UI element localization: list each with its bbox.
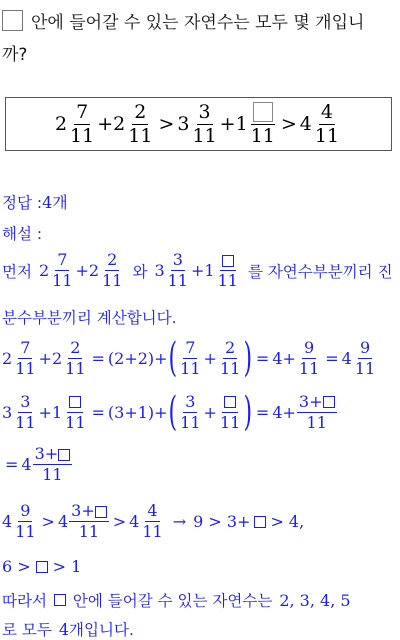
equation-2: 3 $\frac{3}{11}$ + 1 11 = (3+1) + ( $\frac{3}{11}$ + 11 ) = 4 + $\frac{3+}{11}$: [2, 392, 338, 432]
question-line-2: 까?: [2, 45, 28, 65]
blank-box-icon: [323, 396, 335, 408]
blank-box-icon: [36, 561, 48, 573]
explanation-label: 해설 :: [2, 225, 43, 243]
conclusion-line-1: 따라서 안에 들어갈 수 있는 자연수는 2, 3, 4, 5: [2, 590, 351, 610]
blank-box-icon: [58, 449, 70, 461]
question-line-1: 안에 들어갈 수 있는 자연수는 모두 몇 개입니: [2, 8, 364, 33]
arrow-icon: →: [172, 512, 187, 531]
blank-box-icon: [224, 396, 236, 408]
answer-line: 정답 : 4개: [2, 193, 68, 212]
intro-line-1: 먼저 2 $\frac{7}{11}$ + 2 $\frac{2}{11}$ 와 3 $\frac{3}{11}$ + 1 11 를 자연수부분끼리 진: [2, 250, 393, 290]
inequality-chain: 4 $\frac{9}{11}$ > 4 $\frac{3+}{11}$ > 4 $\frac{4}{11}$ → 9 > 3+ > 4,: [2, 501, 305, 541]
blank-box-icon: [2, 10, 23, 31]
blank-box-icon: [69, 396, 81, 408]
conclusion-line-2: 로 모두 4 개입니다.: [2, 619, 134, 639]
blank-box-icon: [254, 516, 266, 528]
blank-box-icon: [54, 594, 66, 606]
blank-box-icon: [253, 102, 273, 122]
intro-line-2: 분수부분끼리 계산합니다.: [2, 309, 177, 327]
range-line: 6 > > 1: [2, 557, 82, 576]
equation-box: [5, 97, 392, 151]
equation-1: 2 $\frac{7}{11}$ + 2 $\frac{2}{11}$ = (2+2) + ( $\frac{7}{11}$ + $\frac{2}{11}$ ) = 4 + $\frac{9}{11}$ = 4 $\frac{9}{11}$: [2, 335, 376, 381]
blank-box-icon: [95, 506, 107, 518]
equation-3: = 4 $\frac{3+}{11}$: [2, 446, 73, 483]
boxed-inequality: 2 $\frac{7}{11}$ + 2 $\frac{2}{11}$ > 3 $\frac{3}{11}$ + 1 11 > 4 $\frac{4}{11}$: [54, 100, 340, 147]
blank-box-icon: [222, 255, 234, 267]
